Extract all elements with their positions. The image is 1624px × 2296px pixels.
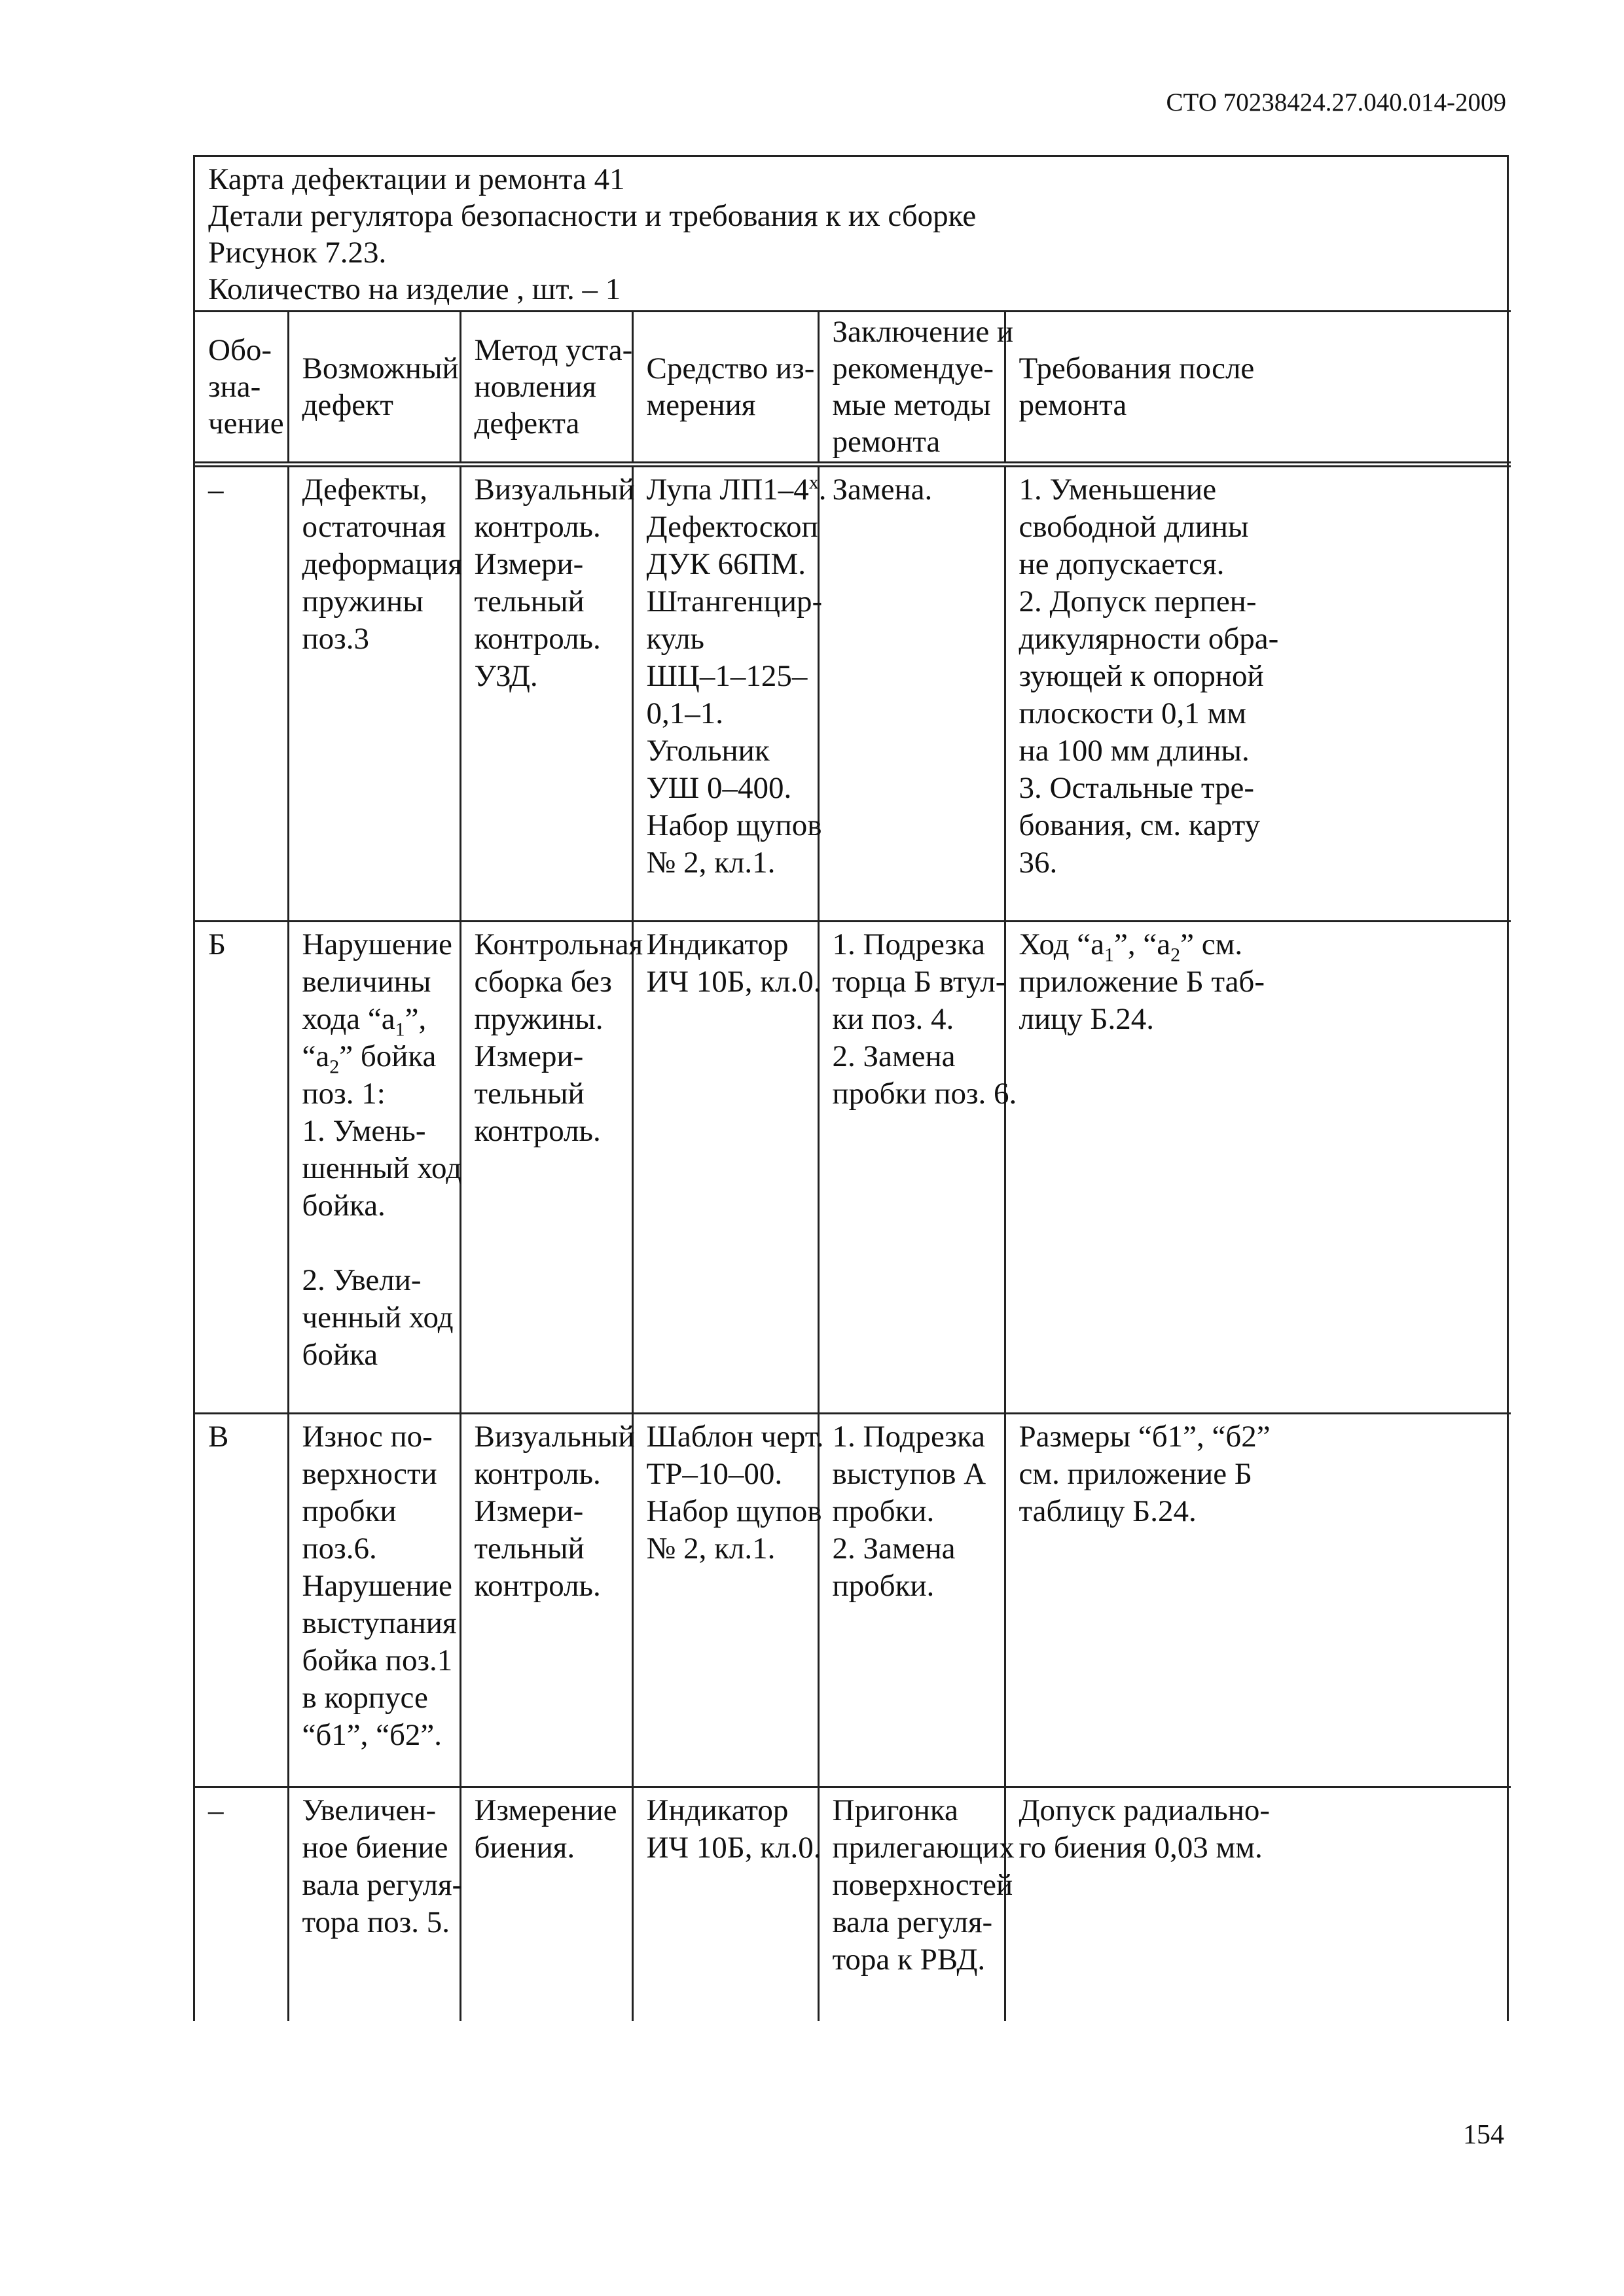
table-header-row xyxy=(195,312,1511,465)
table-row xyxy=(195,1414,1511,1787)
cell-conclusion: 1. Подрезка выступов А пробки. 2. Замена пробки. xyxy=(818,1414,1005,1787)
defect-table xyxy=(195,310,1511,2021)
col-header-designation: Обо- зна- чение xyxy=(195,312,288,465)
card-quantity: Количество на изделие , шт. – 1 xyxy=(208,272,621,306)
card-header xyxy=(195,157,1507,310)
cell-conclusion: Замена. xyxy=(818,465,1005,922)
defect-card xyxy=(193,155,1509,2021)
cell-requirements: Ход “$а_1$”, “$а_2$” см. приложение Б таб- лицу Б.24. xyxy=(1005,922,1511,1414)
cell-requirements: Допуск радиально- го биения 0,03 мм. xyxy=(1005,1787,1511,2022)
col-header-tools: Средство из- мерения xyxy=(632,312,818,465)
cell-defect: Дефекты, остаточная деформация пружины поз.3 xyxy=(288,465,460,922)
col-header-method: Метод уста- новления дефекта xyxy=(460,312,632,465)
cell-tools: Индикатор ИЧ 10Б, кл.0. xyxy=(632,1787,818,2022)
cell-method: Измерение биения. xyxy=(460,1787,632,2022)
table-row xyxy=(195,922,1511,1414)
cell-requirements: Размеры “б1”, “б2” см. приложение Б таблицу Б.24. xyxy=(1005,1414,1511,1787)
page-number: 154 xyxy=(1463,2120,1504,2150)
card-title: Карта дефектации и ремонта 41 xyxy=(208,162,625,196)
cell-tools: Лупа $ЛП1-4^х$. Дефектоскоп ДУК 66ПМ. Штангенцир- куль ШЦ–1–125– 0,1–1. Угольник УШ 0–400. Набор щупов № 2, кл.1. xyxy=(632,465,818,922)
cell-designation: – xyxy=(195,1787,288,2022)
cell-defect: Нарушение величины хода “$а_1$”, “$а_2$” бойка поз. 1: 1. Умень- шенный ход бойка. 2. Увели- ченный ход бойка xyxy=(288,922,460,1414)
cell-tools: Шаблон черт. ТР–10–00. Набор щупов № 2, кл.1. xyxy=(632,1414,818,1787)
cell-method: Визуальный контроль. Измери- тельный контроль. xyxy=(460,1414,632,1787)
cell-conclusion: Пригонка прилегающих поверхностей вала регуля- тора к РВД. xyxy=(818,1787,1005,2022)
cell-method: Контрольная сборка без пружины. Измери- тельный контроль. xyxy=(460,922,632,1414)
col-header-conclusion: Заключение и рекомендуе- мые методы ремонта xyxy=(818,312,1005,465)
cell-defect: Увеличен- ное биение вала регуля- тора поз. 5. xyxy=(288,1787,460,2022)
cell-designation: Б xyxy=(195,922,288,1414)
document-code: СТО 70238424.27.040.014-2009 xyxy=(1166,88,1506,117)
col-header-defect: Возможный дефект xyxy=(288,312,460,465)
cell-conclusion: 1. Подрезка торца Б втул- ки поз. 4. 2. Замена пробки поз. 6. xyxy=(818,922,1005,1414)
card-subtitle: Детали регулятора безопасности и требования к их сборке xyxy=(208,199,977,233)
card-figure-ref: Рисунок 7.23. xyxy=(208,236,387,270)
cell-designation: – xyxy=(195,465,288,922)
cell-designation: В xyxy=(195,1414,288,1787)
col-header-requirements: Требования после ремонта xyxy=(1005,312,1511,465)
cell-requirements: 1. Уменьшение свободной длины не допускается. 2. Допуск перпен- дикулярности обра- зующей к опорной плоскости 0,1 мм на 100 мм длины. 3. Остальные тре- бования, см. карту 36. xyxy=(1005,465,1511,922)
cell-defect: Износ по- верхности пробки поз.6. Нарушение выступания бойка поз.1 в корпусе “б1”, “б2”. xyxy=(288,1414,460,1787)
cell-tools: Индикатор ИЧ 10Б, кл.0. xyxy=(632,922,818,1414)
table-row xyxy=(195,1787,1511,2022)
table-row xyxy=(195,465,1511,922)
cell-method: Визуальный контроль. Измери- тельный контроль. УЗД. xyxy=(460,465,632,922)
